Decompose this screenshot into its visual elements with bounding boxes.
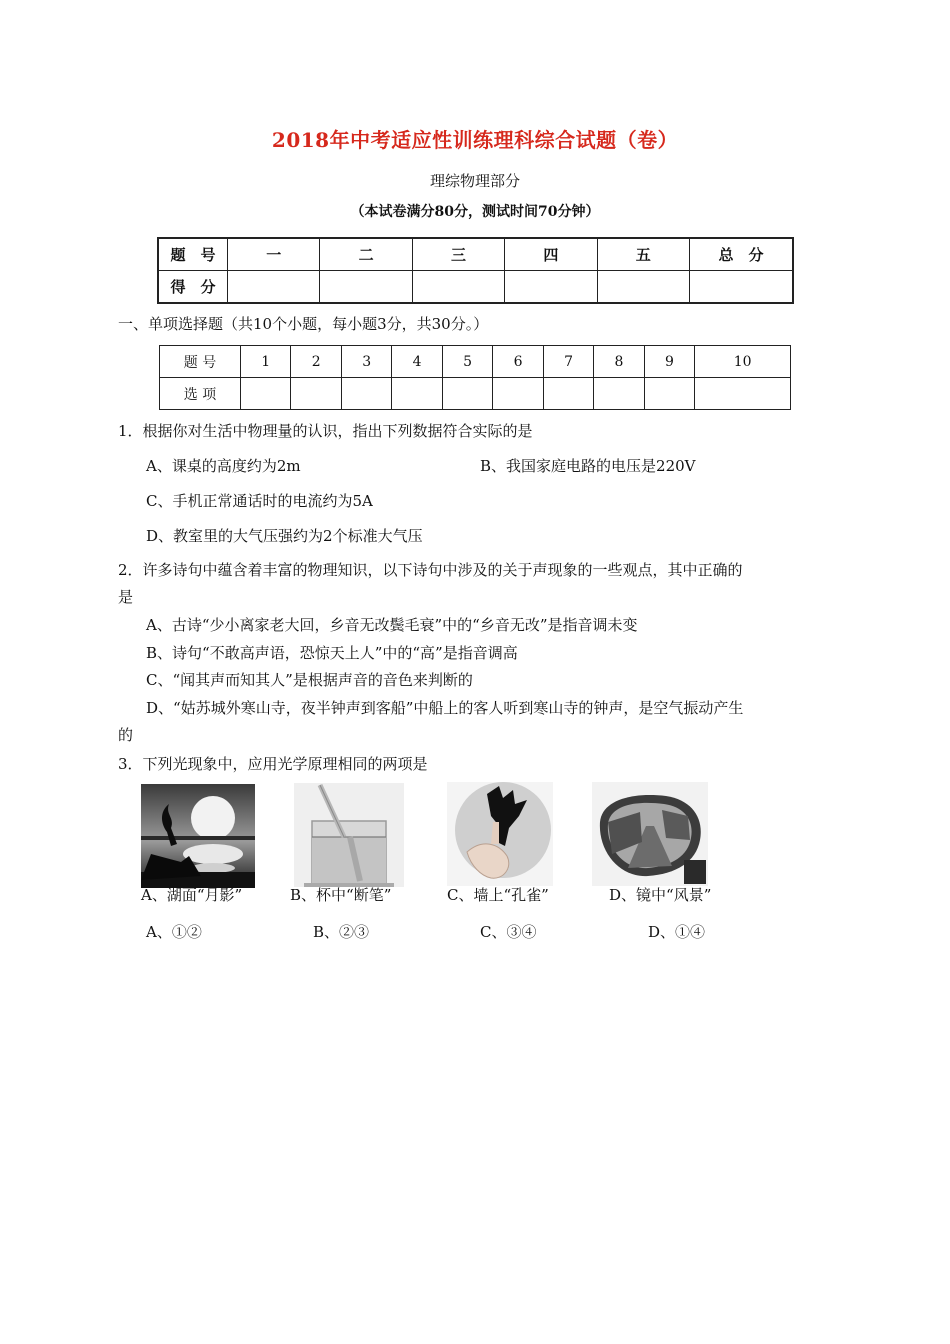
answer-header-cell: 6 [493,346,543,378]
score-cell [690,271,794,304]
score-table-header-row [158,238,793,271]
score-cell [320,271,412,304]
answer-table-header-row [160,346,791,378]
answer-table-choice-row [160,378,791,410]
score-header-cell: 四 [505,238,597,271]
answer-table [159,345,791,410]
q2-stem-cont: 是 [118,588,134,606]
answer-cell [442,378,492,410]
score-header-cell: 三 [412,238,504,271]
answer-cell [695,378,791,410]
q1-option-d: D、教室里的大气压强约为2个标准大气压 [146,527,423,545]
answer-header-cell: 2 [291,346,341,378]
answer-header-cell: 7 [543,346,593,378]
score-header-cell: 总 分 [690,238,794,271]
q1-option-b: B、我国家庭电路的电压是220V [480,457,696,475]
answer-header-cell: 4 [392,346,442,378]
q3-stem: 3．下列光现象中，应用光学原理相同的两项是 [118,755,428,773]
q3-option-a: A、①② [146,923,202,941]
car-mirror-photo [592,782,708,886]
q3-option-b: B、②③ [313,923,370,941]
answer-cell [291,378,341,410]
q3-caption-d: D、镜中“风景” [609,886,712,904]
answer-header-cell: 8 [594,346,644,378]
score-cell [228,271,320,304]
answer-cell [594,378,644,410]
section1-heading: 一、单项选择题（共10个小题，每小题3分，共30分。） [118,315,489,333]
answer-header-cell: 9 [644,346,694,378]
q2-option-c: C、“闻其声而知其人”是根据声音的音色来判断的 [146,671,473,689]
score-table-score-row [158,271,793,304]
q3-caption-a: A、湖面“月影” [141,886,243,904]
answer-header-cell: 5 [442,346,492,378]
score-cell [412,271,504,304]
q2-stem: 2．许多诗句中蕴含着丰富的物理知识，以下诗句中涉及的关于声现象的一些观点，其中正确的 [118,561,743,579]
answer-header-cell: 10 [695,346,791,378]
q1-option-c: C、手机正常通话时的电流约为5A [146,492,373,510]
q1-option-a: A、课桌的高度约为2m [146,457,301,475]
score-cell [597,271,689,304]
answer-header-cell: 3 [341,346,391,378]
score-cell [505,271,597,304]
q2-option-a: A、古诗“少小离家老大回，乡音无改鬓毛衰”中的“乡音无改”是指音调未变 [146,616,638,634]
q2-option-d: D、“姑苏城外寒山寺，夜半钟声到客船”中船上的客人听到寒山寺的钟声，是空气振动产生 [146,699,744,717]
q3-caption-b: B、杯中“断笔” [290,886,392,904]
score-table [157,237,794,304]
score-header-cell: 一 [228,238,320,271]
moon-reflection-photo [141,784,255,888]
answer-cell [392,378,442,410]
exam-subtitle: 理综物理部分 [429,172,520,190]
score-header-cell: 题 号 [158,238,228,271]
answer-cell [543,378,593,410]
answer-cell [241,378,291,410]
q3-option-d: D、①④ [648,923,706,941]
answer-cell [493,378,543,410]
q3-option-c: C、③④ [480,923,537,941]
answer-cell [644,378,694,410]
q2-option-b: B、诗句“不敢高声语，恐惊天上人”中的“高”是指音调高 [146,644,518,662]
answer-row-label: 选 项 [160,378,241,410]
exam-note: （本试卷满分80分，测试时间70分钟） [350,204,600,220]
score-header-cell: 二 [320,238,412,271]
score-row-label: 得 分 [158,271,228,304]
broken-pencil-photo [294,783,404,887]
answer-header-cell: 1 [241,346,291,378]
hand-shadow-photo [447,782,553,886]
answer-header-cell: 题 号 [160,346,241,378]
q1-stem: 1．根据你对生活中物理量的认识，指出下列数据符合实际的是 [118,422,533,440]
q3-caption-c: C、墙上“孔雀” [447,886,549,904]
q2-option-d-cont: 的 [118,726,134,744]
answer-cell [341,378,391,410]
exam-title: 2018年中考适应性训练理科综合试题（卷） [271,128,679,152]
score-header-cell: 五 [597,238,689,271]
